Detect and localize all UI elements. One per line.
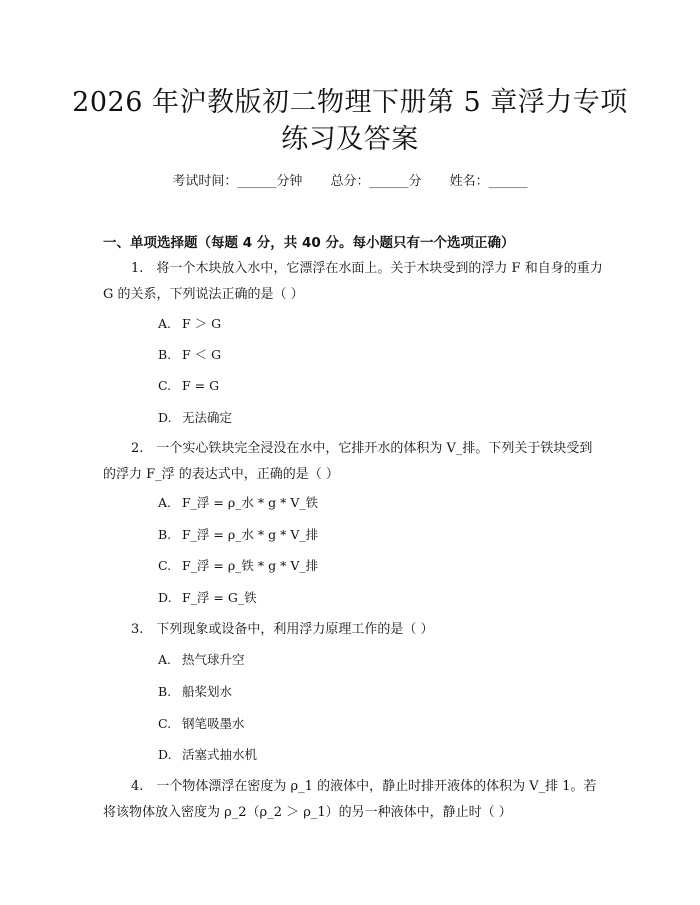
option-text: 活塞式抽水机 <box>181 747 257 762</box>
option-label: D. <box>158 747 172 762</box>
section-heading: 一、单项选择题（每题 4 分，共 40 分。每小题只有一个选项正确） <box>103 235 515 251</box>
option-label: B. <box>158 684 172 699</box>
option-text: 钢笔吸墨水 <box>181 716 245 731</box>
option-label: B. <box>158 347 172 362</box>
question-3-option-a <box>158 651 245 669</box>
option-text: 船桨划水 <box>181 684 232 699</box>
option-text: F_浮 = ρ_水 * g * V_排 <box>181 527 319 542</box>
question-1-option-c <box>158 377 219 395</box>
option-text: F_浮 = ρ_水 * g * V_铁 <box>181 495 319 510</box>
option-label: D. <box>158 410 172 425</box>
question-2-option-d <box>158 589 257 607</box>
option-label: A. <box>158 495 172 510</box>
option-text: F = G <box>181 378 220 393</box>
question-1-option-b <box>158 346 221 364</box>
exam-time: 考试时间：______分钟 <box>172 174 303 189</box>
option-label: C. <box>158 558 172 573</box>
question-2-text: 2. 一个实心铁块完全浸没在水中，它排开水的体积为 V_排。下列关于铁块受到的浮力 F_浮 的表达式中，正确的是（ ） <box>103 441 593 482</box>
option-label: B. <box>158 527 172 542</box>
option-label: D. <box>158 590 172 605</box>
option-text: F_浮 = ρ_铁 * g * V_排 <box>181 558 319 573</box>
exam-name: 姓名：______ <box>449 174 528 189</box>
option-label: A. <box>158 652 172 667</box>
document-title <box>60 84 640 158</box>
option-text: 无法确定 <box>181 410 232 425</box>
question-2-option-a <box>158 494 318 512</box>
question-3-text: 3. 下列现象或设备中，利用浮力原理工作的是（ ） <box>131 622 434 637</box>
question-3-option-b <box>158 683 232 701</box>
question-2-option-c <box>158 557 318 575</box>
question-3-option-c <box>158 715 245 733</box>
exam-score: 总分：______分 <box>330 174 422 189</box>
question-1-option-d <box>158 409 232 427</box>
question-1-option-a <box>158 315 221 333</box>
option-label: A. <box>158 316 172 331</box>
exam-meta <box>0 170 700 189</box>
question-1-text: 1. 将一个木块放入水中，它漂浮在水面上。关于木块受到的浮力 F 和自身的重力 G 的关系，下列说法正确的是（ ） <box>103 261 603 302</box>
option-text: F ＞ G <box>181 316 222 331</box>
option-text: F_浮 = G_铁 <box>181 590 257 605</box>
option-label: C. <box>158 716 172 731</box>
title-line-1: 2026 年沪教版初二物理下册第 5 章浮力专项 <box>72 87 628 118</box>
option-text: F ＜ G <box>181 347 222 362</box>
option-label: C. <box>158 378 172 393</box>
question-2-option-b <box>158 526 318 544</box>
question-4-text: 4. 一个物体漂浮在密度为 ρ_1 的液体中，静止时排开液体的体积为 V_排 1。若将该物体放入密度为 ρ_2（ρ_2 ＞ ρ_1）的另一种液体中，静止时（ ） <box>103 779 597 820</box>
option-text: 热气球升空 <box>181 652 245 667</box>
title-line-2: 练习及答案 <box>281 124 419 155</box>
question-3-option-d <box>158 746 257 764</box>
